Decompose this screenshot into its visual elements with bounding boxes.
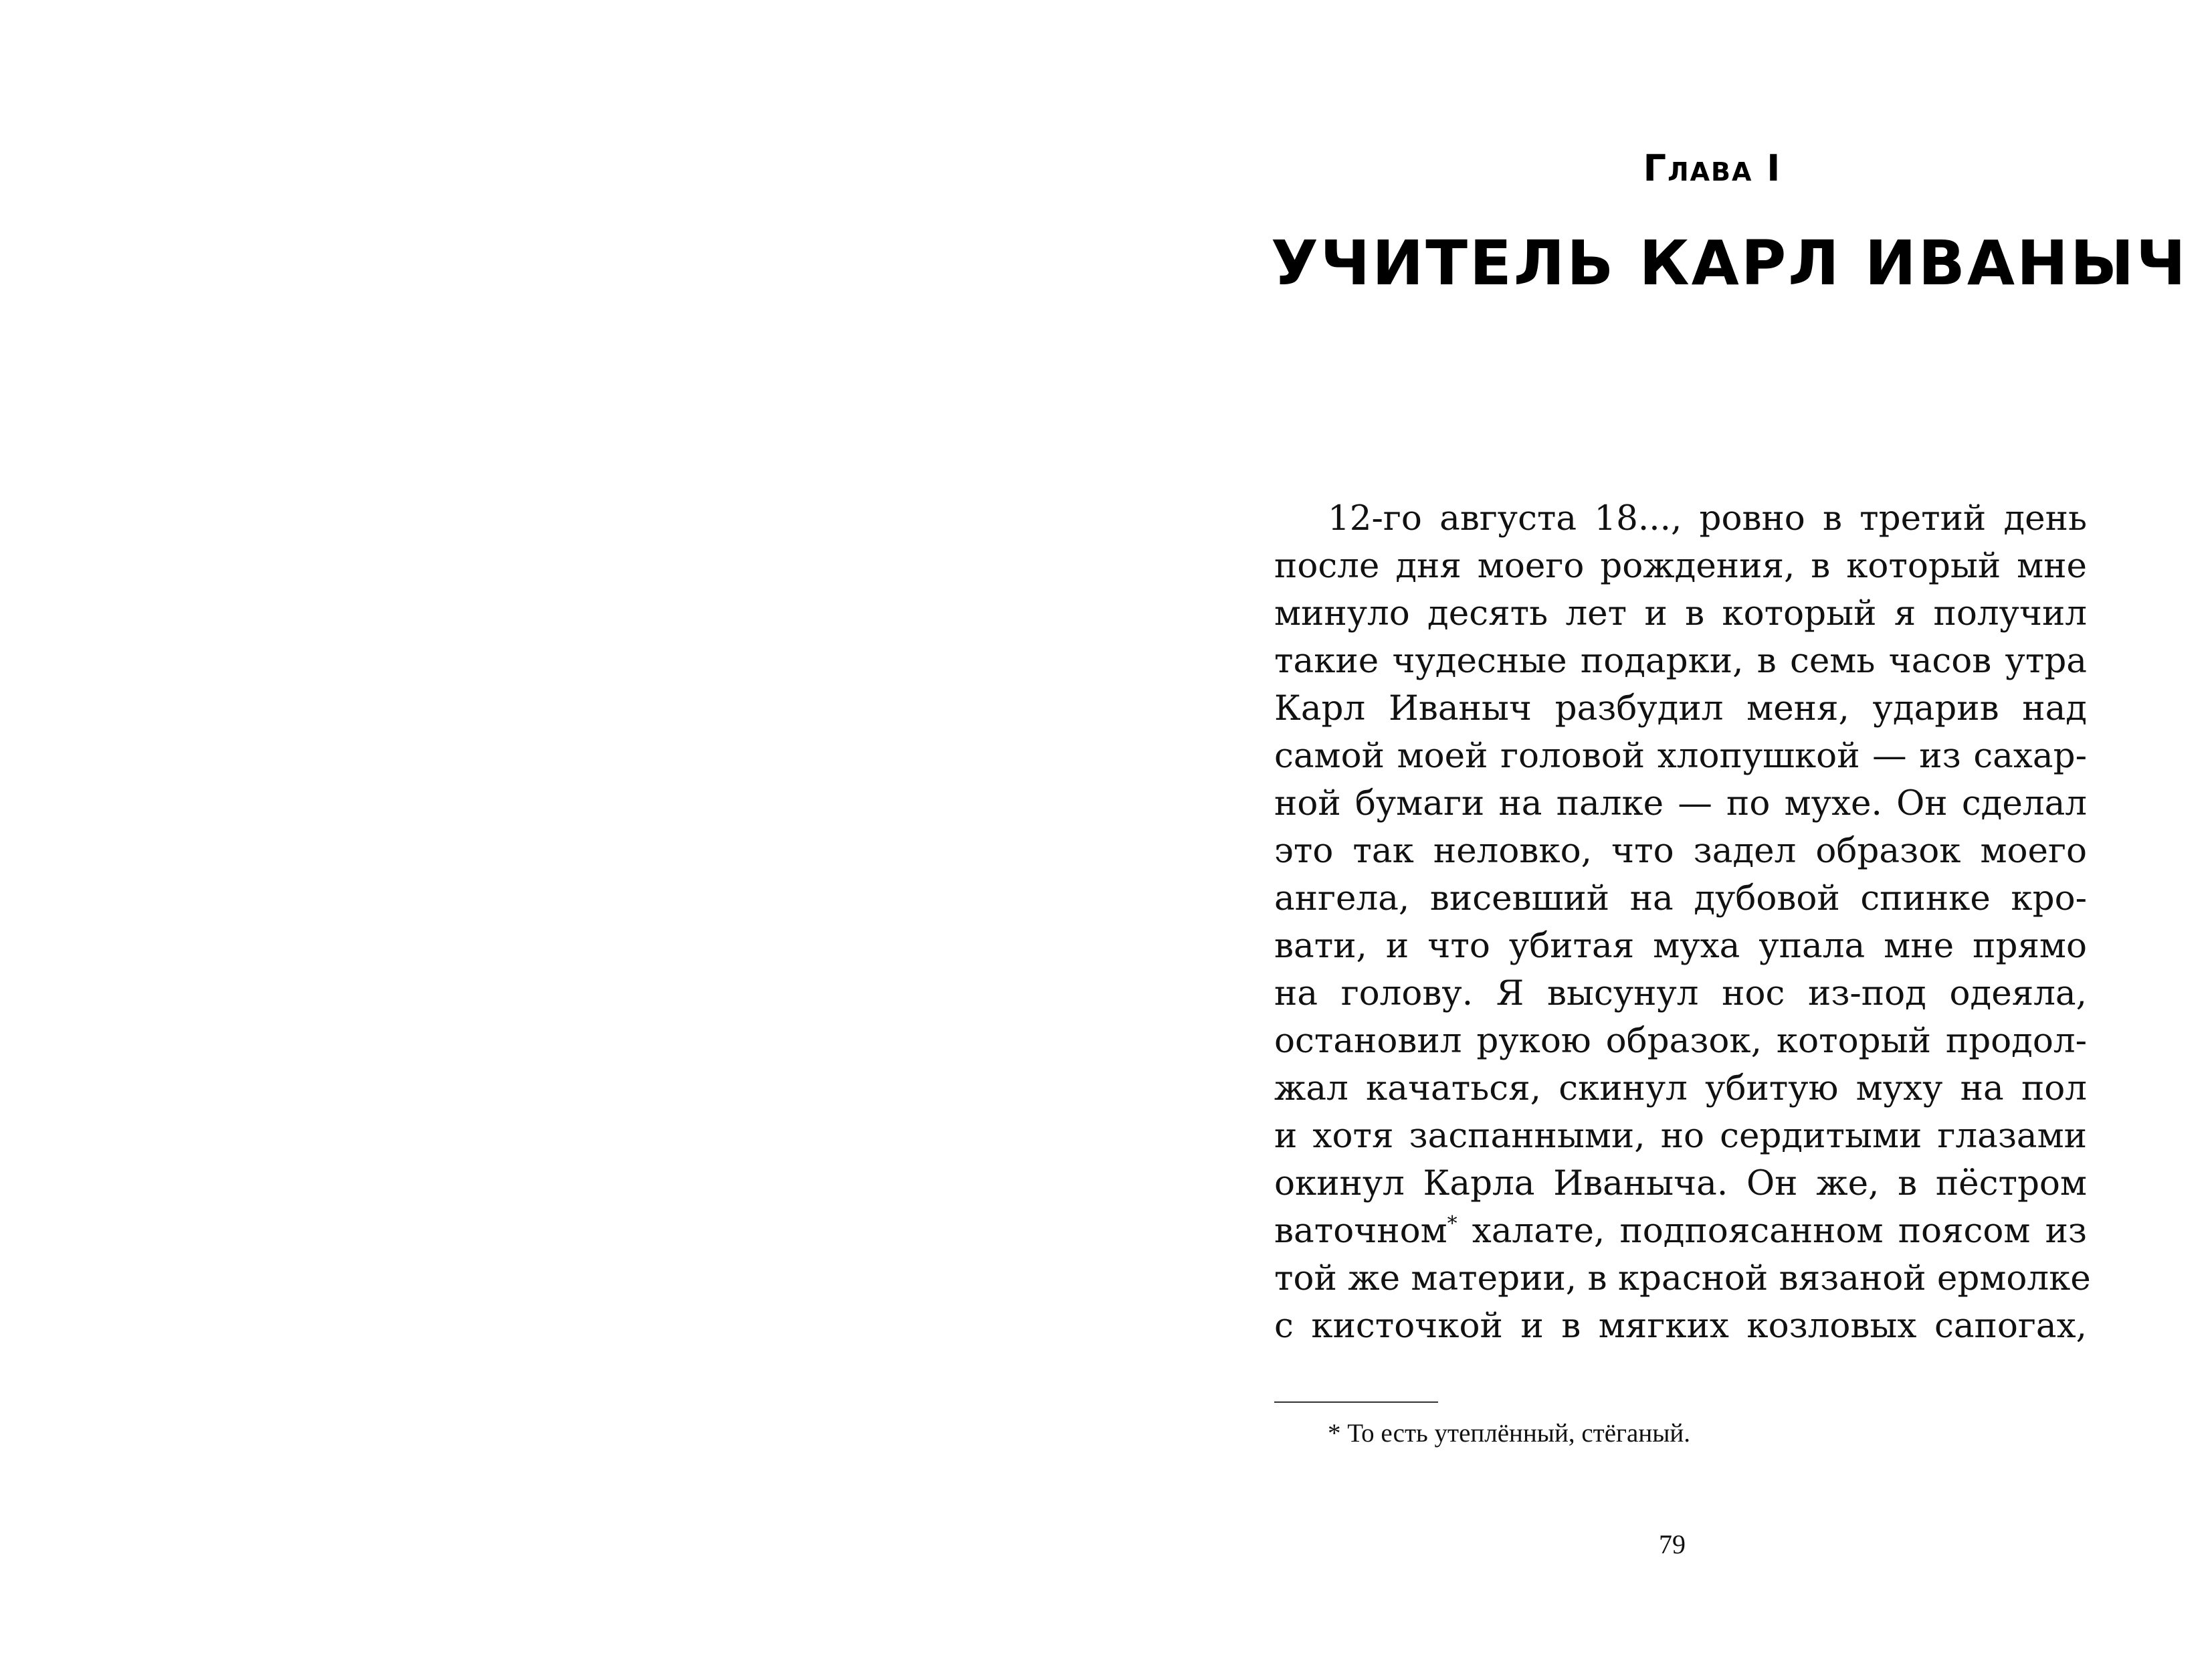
text-line: на голову. Я высунул нос из-под одеяла, [1274, 973, 2087, 1013]
text-line: с кисточкой и в мягких козловых сапогах, [1274, 1306, 2087, 1346]
page-number: 79 [1659, 1529, 1686, 1559]
text-line: после дня моего рождения, в который мне [1274, 546, 2087, 586]
text-line: такие чудесные подарки, в семь часов утра [1274, 641, 2087, 681]
left-page-blank [0, 0, 1104, 1659]
text-line: это так неловко, что задел образок моего [1274, 831, 2087, 871]
text-line: той же материи, в красной вязаной ермолке [1274, 1258, 2091, 1298]
text-line: минуло десять лет и в который я получил [1274, 593, 2087, 633]
text-line: ной бумаги на палке — по мухе. Он сделал [1274, 783, 2087, 823]
footnote-divider [1274, 1401, 1438, 1403]
text-line: ангела, висевший на дубовой спинке кро- [1274, 878, 2087, 918]
text-line: и хотя заспанными, но сердитыми глазами [1274, 1116, 2087, 1156]
text-line: 12-го августа 18..., ровно в третий день [1328, 498, 2087, 539]
chapter-title: УЧИТЕЛЬ КАРЛ ИВАНЫЧ [1271, 227, 2188, 299]
footnote-marker: * [1447, 1211, 1457, 1236]
text-line: жал качаться, скинул убитую муху на пол [1274, 1068, 2087, 1108]
text-fragment: ваточном [1274, 1211, 1447, 1251]
text-line: остановил рукою образок, который продол- [1274, 1021, 2087, 1061]
body-text [1274, 495, 2091, 1350]
text-line: окинул Карла Иваныча. Он же, в пёстром [1274, 1163, 2087, 1203]
text-line: Карл Иваныч разбудил меня, ударив над [1274, 688, 2087, 728]
chapter-label: Глава I [1643, 147, 1782, 189]
text-fragment: халате, подпоясанном поясом из [1472, 1211, 2087, 1251]
text-line: вати, и что убитая муха упала мне прямо [1274, 926, 2087, 966]
text-line-with-footnote [1274, 1207, 2087, 1255]
footnote: * То есть утеплённый, стёганый. [1328, 1419, 1691, 1448]
text-line: самой моей головой хлопушкой — из сахар- [1274, 736, 2087, 776]
